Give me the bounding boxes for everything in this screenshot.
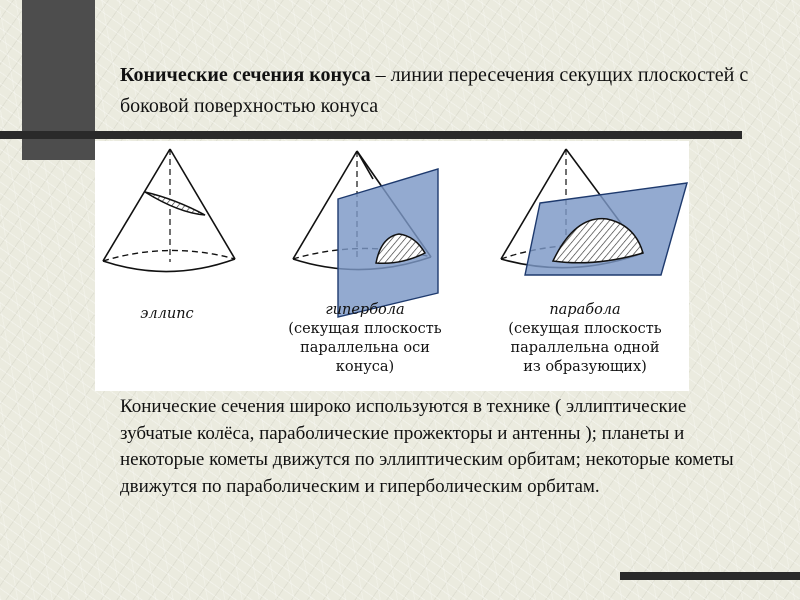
decorative-divider-bottom (620, 572, 800, 580)
conic-sections-figure (95, 141, 689, 391)
decorative-divider-top (0, 131, 742, 139)
figure-caption-line: (секущая плоскость (508, 321, 662, 337)
figure-label-parabola (490, 301, 680, 377)
figure-caption-line: параллельна одной (510, 340, 660, 356)
figure-label-hyperbola (270, 301, 460, 377)
slide-title-bold: Конические сечения конуса (120, 64, 371, 86)
cone-parabola (501, 149, 687, 275)
figure-caption-line: (секущая плоскость (288, 321, 442, 337)
slide-title-rest: – линии пересечения секущих плоскостей с боковой поверхностью конуса (120, 64, 749, 117)
figure-name-ellipse: эллипс (140, 306, 194, 322)
cone-hyperbola (293, 151, 438, 317)
figure-caption-line: конуса) (335, 359, 395, 375)
figure-caption-line: из образующих) (523, 359, 647, 375)
slide-title (120, 60, 760, 122)
figure-caption-line: параллельна оси (300, 340, 430, 356)
figure-label-ellipse (117, 305, 217, 324)
figure-name-hyperbola: гипербола (325, 302, 405, 318)
figure-name-parabola: парабола (549, 302, 621, 318)
body-paragraph: Конические сечения широко используются в технике ( эллиптические зубчатые колёса, параболические прожекторы и антенны ); планеты и некоторые кометы движутся по эллиптическим орбитам; некоторые кометы движутся по параболическим и гиперболическим орбитам. (120, 396, 734, 497)
cone-ellipse (103, 149, 235, 272)
